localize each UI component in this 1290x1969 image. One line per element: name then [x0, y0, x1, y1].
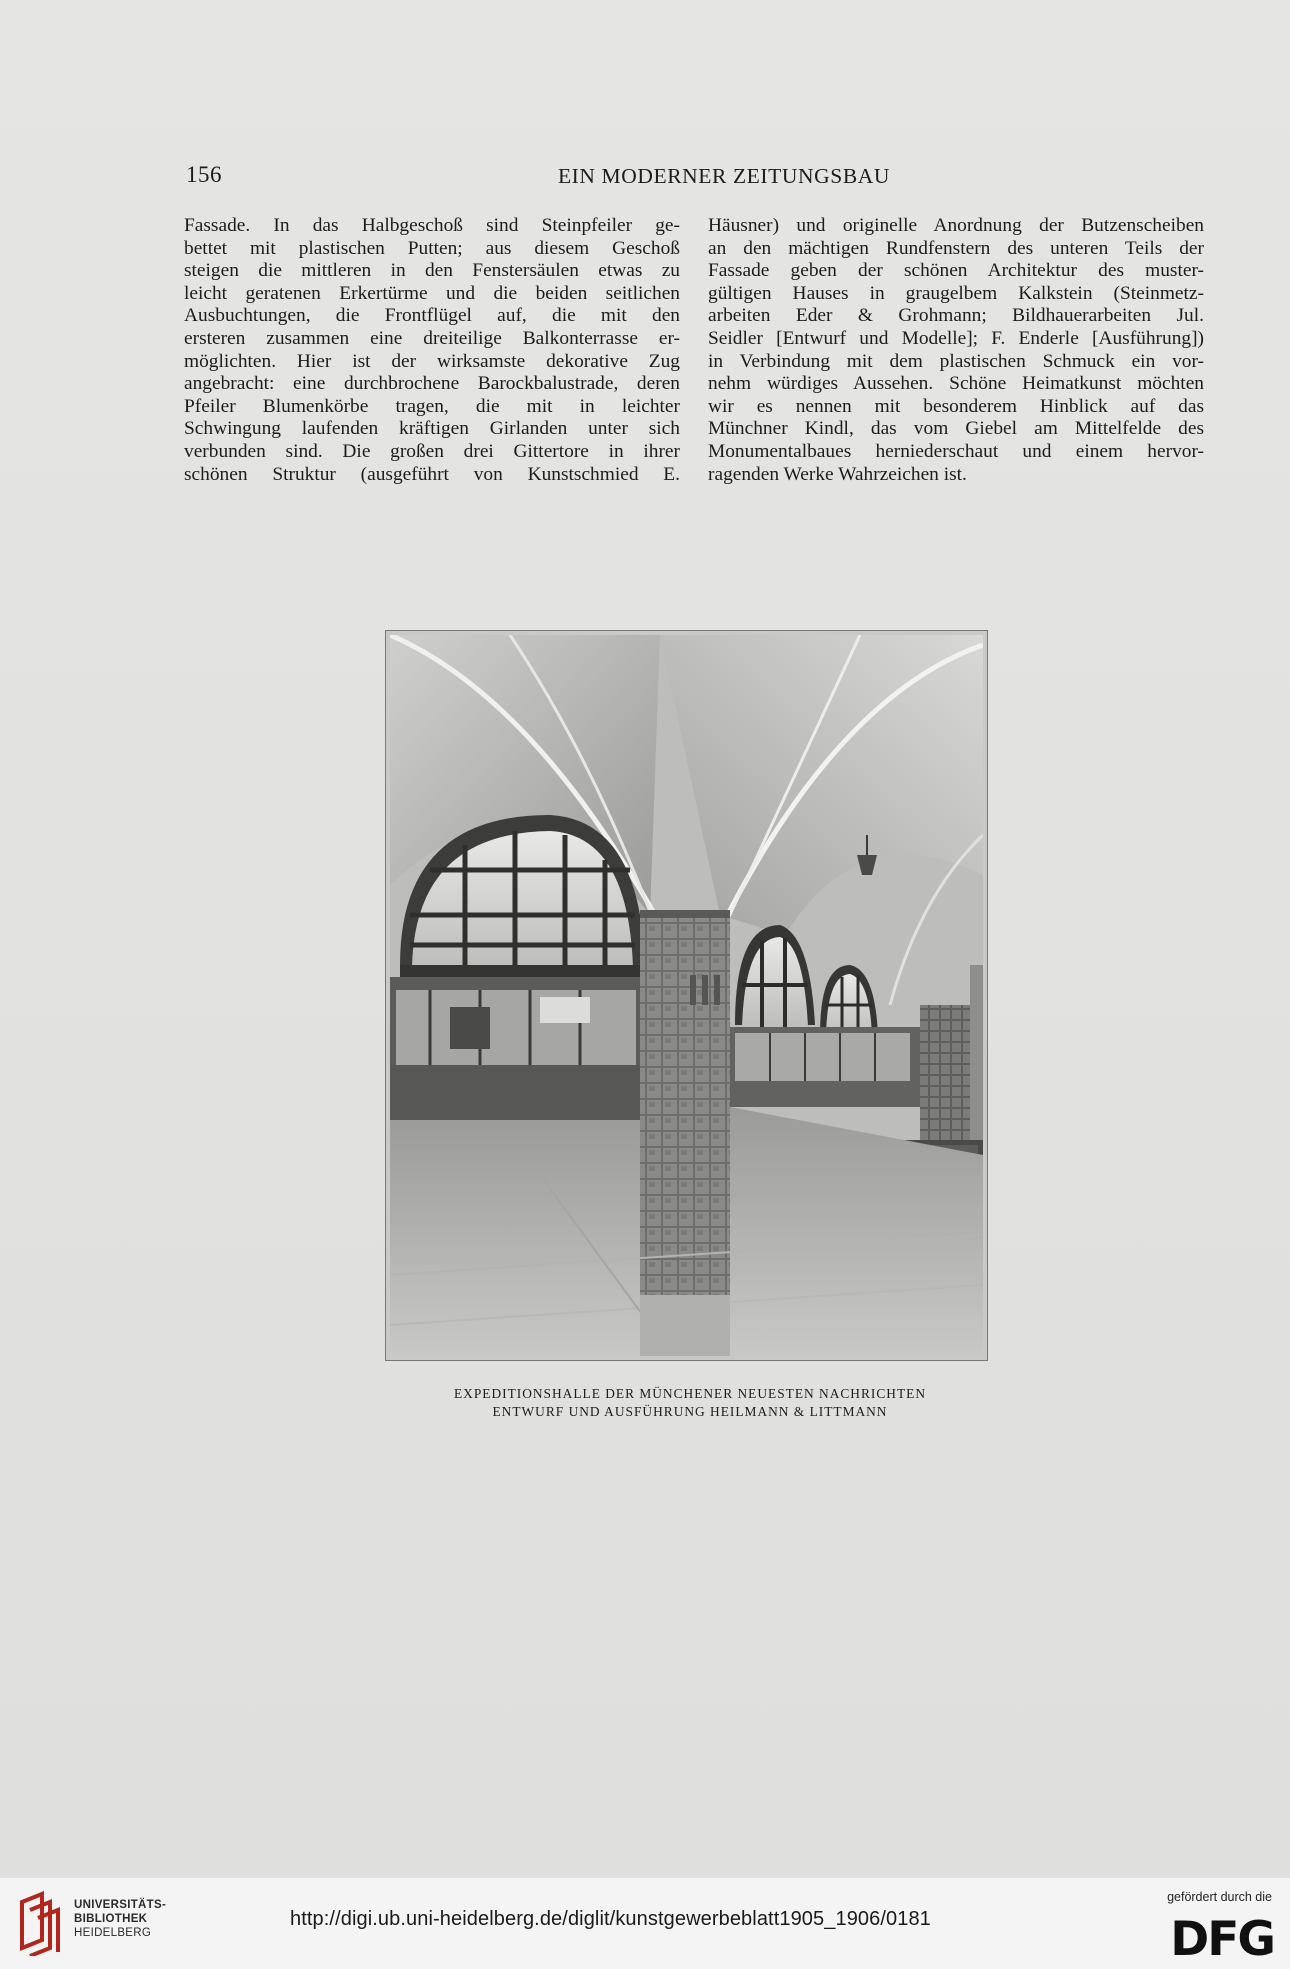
text-line: steigen die mittleren in den Fenstersäulen etwas zu — [184, 260, 680, 282]
text-line: angebracht: eine durchbrochene Barockbalustrade, deren — [184, 373, 680, 395]
text-line: in Verbindung mit dem plastischen Schmuck ein vor- — [708, 350, 1204, 372]
caption-line: EXPEDITIONSHALLE DER MÜNCHENER NEUESTEN NACHRICHTEN — [453, 1386, 927, 1401]
funding-label: gefördert durch die — [1167, 1890, 1272, 1904]
text-line: Münchner Kindl, das vom Giebel am Mittelfelde des — [708, 418, 1204, 440]
library-name-line: BIBLIOTHEK — [74, 1913, 148, 1925]
library-name-line: UNIVERSITÄTS- — [74, 1899, 167, 1911]
text-line: gültigen Hauses in graugelbem Kalkstein (Steinmetz- — [708, 282, 1204, 304]
text-line: Seidler [Entwurf und Modelle]; F. Enderle [Ausführung]) — [708, 327, 1204, 349]
text-line: Fassade. In das Halbgeschoß sind Steinpfeiler ge- — [184, 215, 680, 236]
source-url-link[interactable]: http://digi.ub.uni-heidelberg.de/diglit/kunstgewerbeblatt1905_1906/0181 — [290, 1908, 931, 1930]
text-line: wir es nennen mit besonderem Hinblick auf das — [708, 395, 1204, 417]
photograph-illustration — [390, 635, 983, 1356]
page-number: 156 — [186, 162, 222, 187]
ub-heidelberg-logo-icon — [12, 1890, 66, 1956]
text-line: nehm würdiges Aussehen. Schöne Heimatkunst möchten — [708, 373, 1204, 395]
text-line: Häusner) und originelle Anordnung der Butzenscheiben — [708, 215, 1204, 236]
text-line: ragenden Werke Wahrzeichen ist. — [708, 463, 967, 485]
digital-library-footer — [0, 1878, 1290, 1969]
text-line: möglichten. Hier ist der wirksamste dekorative Zug — [184, 350, 680, 372]
text-line: verbunden sind. Die großen drei Gittertore in ihrer — [184, 440, 680, 462]
figure-caption — [330, 1385, 1050, 1421]
text-line: ersteren zusammen eine dreiteilige Balkonterrasse er- — [184, 327, 680, 349]
dfg-logo: DFG — [1170, 1912, 1274, 1967]
text-line: Pfeiler Blumenkörbe tragen, die mit in leichter — [184, 395, 680, 417]
text-line: Schwingung laufenden kräftigen Girlanden unter sich — [184, 418, 680, 440]
text-column-left — [184, 215, 680, 486]
text-line: Fassade geben der schönen Architektur des muster- — [708, 260, 1204, 282]
text-column-right — [708, 215, 1204, 486]
hall-photograph — [385, 630, 988, 1361]
library-name-line: HEIDELBERG — [74, 1927, 152, 1939]
text-line: bettet mit plastischen Putten; aus diesem Geschoß — [184, 237, 680, 259]
library-name — [74, 1898, 166, 1940]
text-line: Ausbuchtungen, die Frontflügel auf, die mit den — [184, 305, 680, 327]
running-head — [186, 162, 1202, 194]
running-title: EIN MODERNER ZEITUNGSBAU — [557, 164, 891, 188]
caption-line: ENTWURF UND AUSFÜHRUNG HEILMANN & LITTMANN — [492, 1404, 888, 1419]
text-line: schönen Struktur (ausgeführt von Kunstschmied E. — [184, 463, 680, 485]
text-line: an den mächtigen Rundfenstern des unteren Teils der — [708, 237, 1204, 259]
text-line: leicht geratenen Erkertürme und die beiden seitlichen — [184, 282, 680, 304]
text-line: arbeiten Eder & Grohmann; Bildhauerarbeiten Jul. — [708, 305, 1204, 327]
text-line: Monumentalbaues herniederschaut und einem hervor- — [708, 440, 1204, 462]
